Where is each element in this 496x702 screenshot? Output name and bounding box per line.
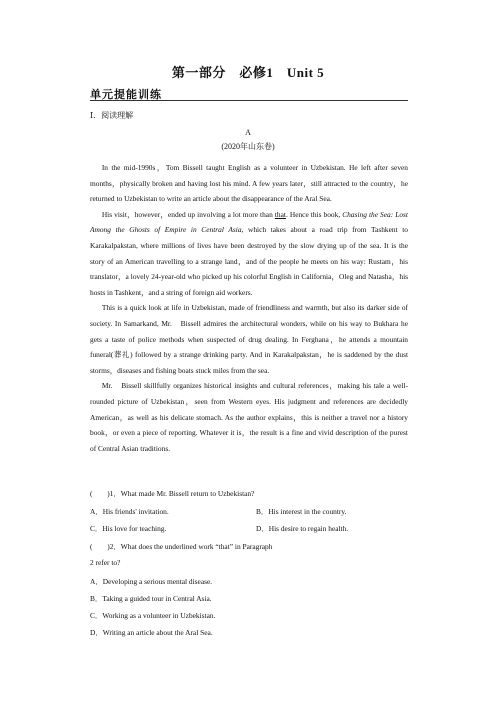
paragraph-1: In the mid-1990s，Tom Bissell taught English as a volunteer in Uzbekistan. He left after seven months，physically broken and having lost his mind. A few years later，still attracted to the country，he returned to Uzbekistan to write an article about the disappearance of the Aral Sea. <box>90 163 408 204</box>
paragraph-3: This is a quick look at life in Uzbekistan, made of friendliness and warmth, but also its darker side of society. In Samarkand, Mr. Bissell admires the architectural wonders, while on his way to Bukhara he gets a taste of police methods when suspected of drug dealing. In Ferghana，he attends a mountain funeral(葬礼) followed by a strange drinking party. And in Karakalpakstan，he is saddened by the dust storms，diseases and fishing boats stuck miles from the sea. <box>90 303 408 375</box>
passage-source: (2020年山东卷) <box>221 142 275 151</box>
underlined-word: that <box>274 209 286 219</box>
q2-option-c: C．Working as a volunteer in Uzbekistan. <box>90 611 216 620</box>
paragraph-2-part-a: His visit，however，ended up involving a lot more than <box>101 209 275 219</box>
q1-option-c: C．His love for teaching. <box>90 524 167 533</box>
part-heading: Ⅰ．阅读理解 <box>90 111 134 120</box>
question-2: ( )2．What does the underlined work “that” in Paragraph <box>90 542 273 551</box>
paragraph-2-part-c: , which takes about a road trip from Tashkent to Karakalpakstan, where millions of lives have been destroyed by the slow drying up of the sea. It is the story of an American travelling to a strange land，and of the people he meets on his way: Rustam，his translator，a lovely 24-year-old who picked up his colorful English in California，Oleg and Natasha，his hosts in Tashkent，and a string of foreign aid workers. <box>90 225 408 297</box>
page-title: 第一部分 必修1 Unit 5 <box>171 65 325 80</box>
question-2-continued: 2 refer to? <box>90 558 121 567</box>
passage-body <box>90 160 408 456</box>
passage-letter: A <box>245 128 251 137</box>
q1-option-d: D．His desire to regain health. <box>256 524 349 533</box>
q1-option-b: B．His interest in the country. <box>256 507 347 516</box>
paragraph-4: Mr. Bissell skillfully organizes historical insights and cultural references，making his tale a well-rounded picture of Uzbekistan，seen from Western eyes. His judgment and references are decidedly American，as well as his delicate stomach. As the author explains，this is neither a travel nor a history book，or even a piece of reporting. Whatever it is，the result is a fine and vivid description of the purest of Central Asian traditions. <box>90 381 408 453</box>
book-title: Chasing the Sea: Lost Among the Ghosts of Empire in Central Asia <box>90 209 408 235</box>
paragraph-2 <box>90 207 408 301</box>
q2-option-b: B．Taking a guided tour in Central Asia. <box>90 594 212 603</box>
section-divider <box>90 100 408 101</box>
section-heading: 单元提能训练 <box>90 89 162 101</box>
q2-option-d: D．Writing an article about the Aral Sea. <box>90 628 213 637</box>
q1-option-a: A．His friends' invitation. <box>90 507 169 516</box>
q2-option-a: A．Developing a serious mental disease. <box>90 577 213 586</box>
question-1: ( )1．What made Mr. Bissell return to Uzbekistan? <box>90 489 255 498</box>
paragraph-2-part-b: . Hence this book, <box>285 209 343 219</box>
